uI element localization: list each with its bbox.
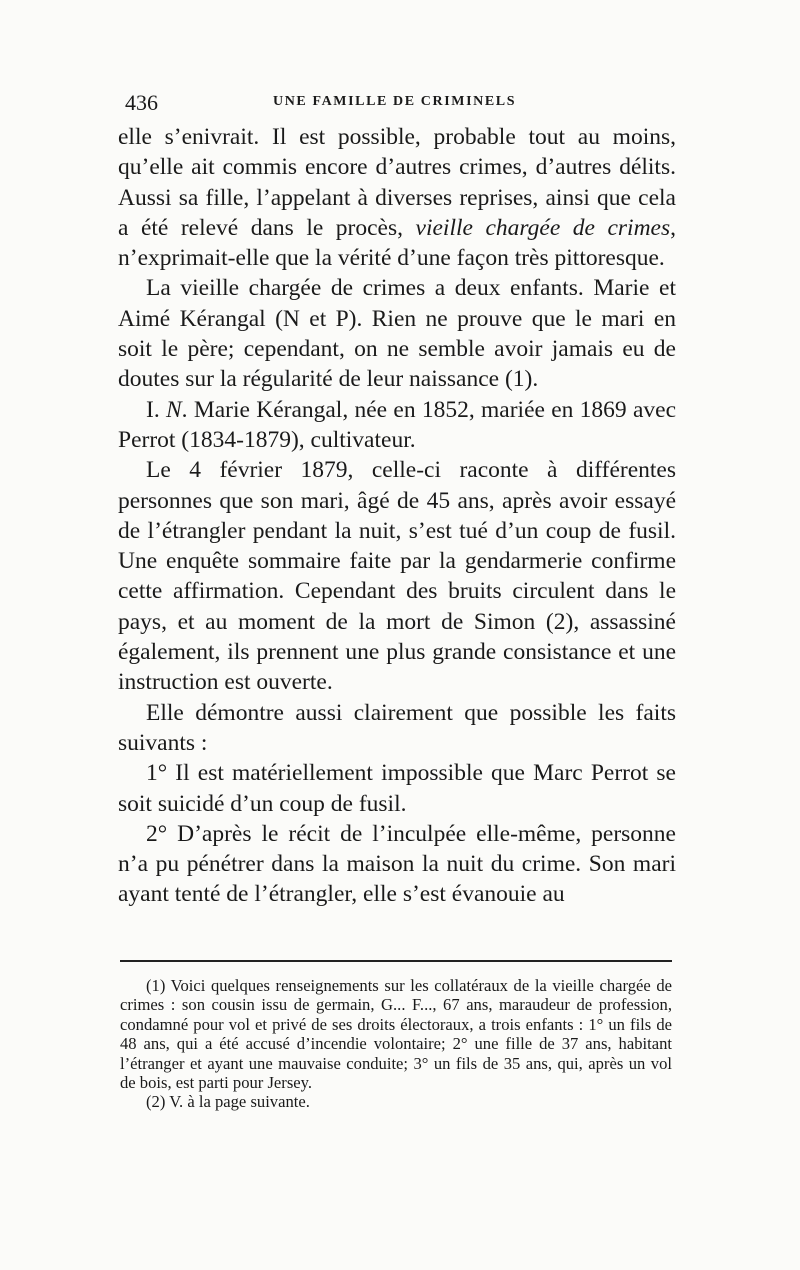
main-text: [118, 122, 676, 910]
paragraph-5: Elle démontre aussi clairement que possible les faits suivants :: [118, 699, 676, 756]
paragraph-3-text-a: I.: [146, 396, 166, 423]
footnote-divider: [120, 960, 672, 962]
paragraph-1-italic: vieille chargée de crimes: [415, 214, 671, 241]
footnote-1: (1) Voici quelques renseignements sur les collatéraux de la vieille chargée de crimes : son cousin issu de germain, G... F..., 67 ans, maraudeur de profession, condamné pour vol et privé de ses droits électoraux, a trois enfants : 1° un fils de 48 ans, qui a été accusé d’incendie volontaire; 2° une fille de 37 ans, habitant l’étranger et ayant une mauvaise conduite; 3° un fils de 35 ans, qui, après un vol de bois, est parti pour Jersey.: [120, 976, 672, 1093]
footnotes: [120, 976, 672, 1112]
paragraph-3-text-b: . Marie Kérangal, née en 1852, mariée en 1869 avec Perrot (1834-1879), cultivateur.: [118, 396, 676, 453]
paragraph-3-italic: N: [165, 396, 182, 423]
paragraph-6: 1° Il est matériellement impossible que Marc Perrot se soit suicidé d’un coup de fusil.: [118, 760, 676, 817]
paragraph-1-text-b: , n’exprimait-elle que la vérité d’une façon très pittoresque.: [118, 214, 676, 272]
paragraph-4: Le 4 février 1879, celle-ci raconte à différentes personnes que son mari, âgé de 45 ans, après avoir essayé de l’étrangler pendant la nuit, s’est tué d’un coup de fusil. Une enquête sommaire faite par la gendarmerie confirme cette affirmation. Cependant des bruits circulent dans le pays, et au moment de la mort de Simon (2), assassiné également, ils prennent une plus grande consistance et une instruction est ouverte.: [118, 457, 676, 696]
page-number: 436: [125, 90, 158, 115]
paragraph-3: [118, 395, 676, 456]
paragraph-1-text-a: elle s’enivrait. Il est possible, probable tout au moins, qu’elle ait commis encore d’autres crimes, d’autres délits. Aussi sa fille, l’appelant à diverses reprises, ainsi que cela a été relevé dans le procès,: [118, 124, 676, 241]
page-header: [125, 90, 675, 116]
running-title: UNE FAMILLE DE CRIMINELS: [273, 94, 517, 109]
paragraph-1: [118, 122, 676, 273]
paragraph-2: La vieille chargée de crimes a deux enfants. Marie et Aimé Kérangal (N et P). Rien ne prouve que le mari en soit le père; cependant, on ne semble avoir jamais eu de doutes sur la régularité de leur naissance (1).: [118, 275, 676, 393]
paragraph-7: 2° D’après le récit de l’inculpée elle-même, personne n’a pu pénétrer dans la maison la nuit du crime. Son mari ayant tenté de l’étrangler, elle s’est évanouie au: [118, 820, 676, 908]
footnote-2: (2) V. à la page suivante.: [146, 1092, 310, 1112]
